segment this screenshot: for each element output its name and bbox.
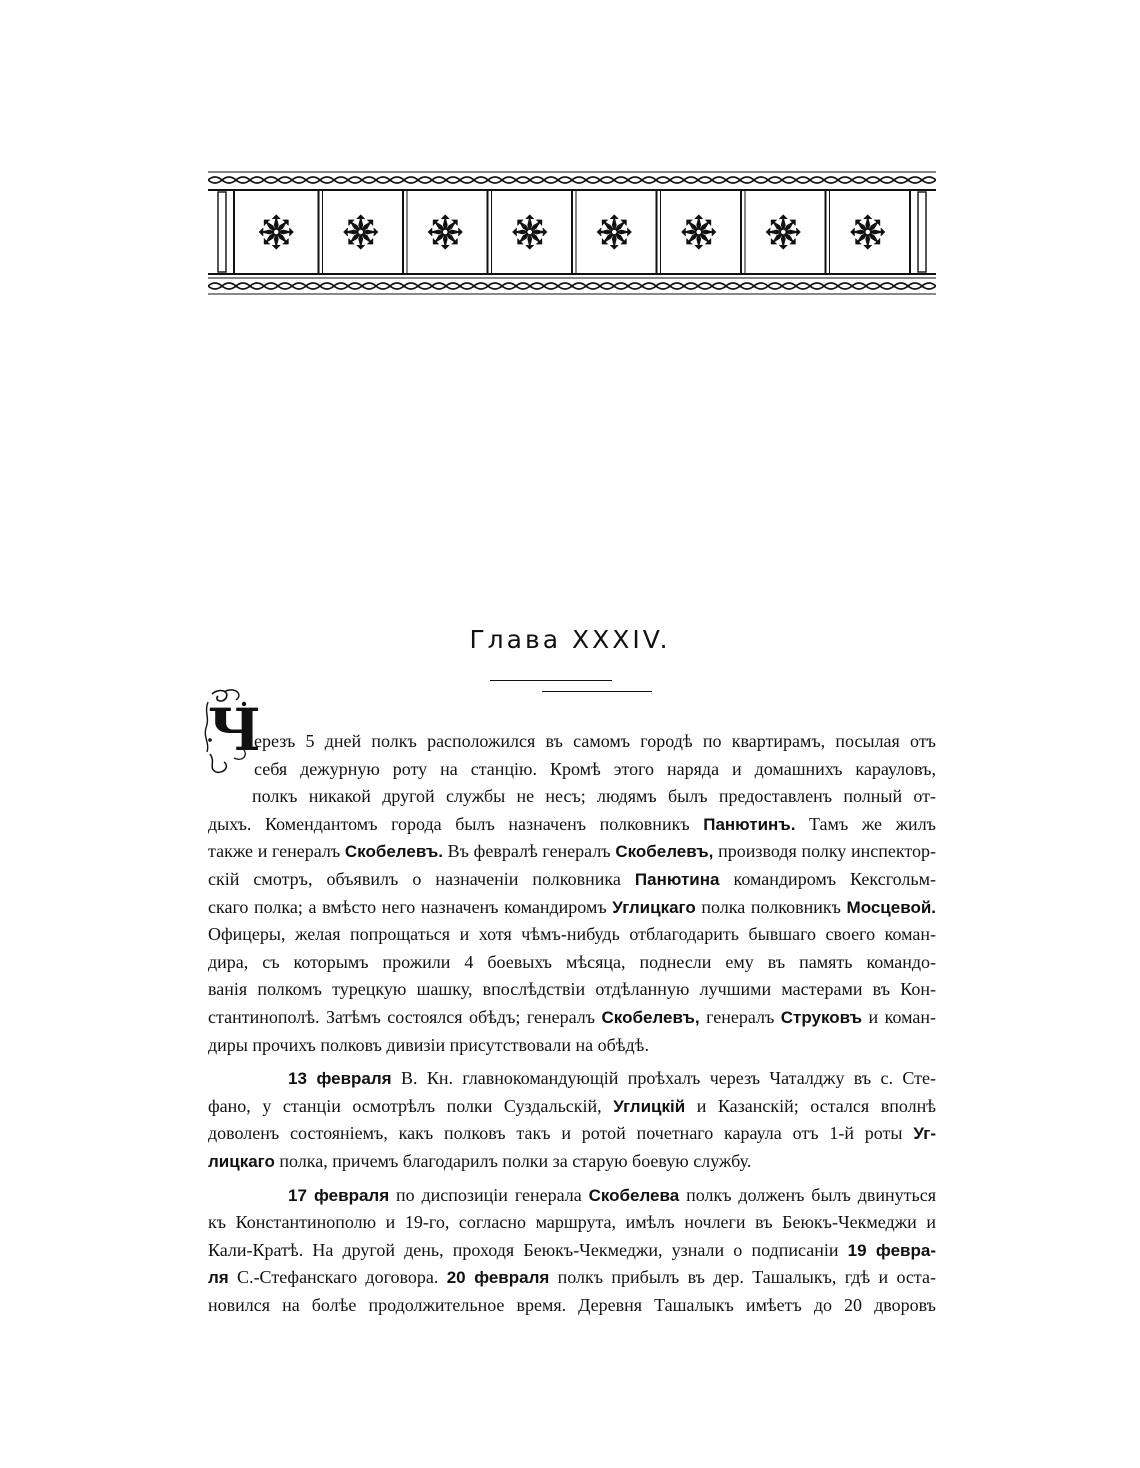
text-line <box>208 1209 936 1237</box>
emphasized-text: лицкаго <box>208 1151 275 1171</box>
emphasized-text: 20 февраля <box>446 1268 550 1288</box>
text-run: Офицеры, желая попрощаться и хотя чѣмъ-нибудь отблагодарить бывшаго своего коман- <box>208 924 936 945</box>
emphasized-text: Углицкій <box>613 1096 686 1116</box>
text-line <box>208 866 936 894</box>
emphasized-text: Панютинъ. <box>703 814 796 834</box>
rosette-center <box>696 229 702 235</box>
text-line <box>208 1182 936 1210</box>
text-run: и коман- <box>862 1006 936 1027</box>
rosette-icon <box>597 215 631 249</box>
body-text <box>208 728 936 1319</box>
rosette-icon <box>766 215 800 249</box>
ornamental-header-band <box>208 170 936 298</box>
ornament-frame <box>208 170 936 298</box>
text-run: фано, у станціи осмотрѣлъ полки Суздальскій, <box>208 1095 614 1116</box>
text-line <box>208 894 936 922</box>
text-run: дыхъ. Комендантомъ города былъ назначенъ полковникъ <box>208 813 704 834</box>
text-line <box>208 921 936 949</box>
rosette-center <box>780 229 786 235</box>
text-run: и Казанскій; остался вполнѣ <box>685 1095 936 1116</box>
chapter-title: Глава XXXIV. <box>469 625 671 654</box>
text-run: производя полку инспектор- <box>713 841 936 862</box>
rosette-icon <box>344 215 378 249</box>
text-line <box>208 811 936 839</box>
emphasized-text: Струковъ <box>780 1007 863 1027</box>
text-line <box>208 1264 936 1292</box>
text-line <box>208 1004 936 1032</box>
text-run: полкъ долженъ былъ двинуться <box>679 1184 936 1205</box>
text-run: по диспозиціи генерала <box>389 1184 589 1205</box>
text-line <box>208 1032 936 1060</box>
text-run: командиромъ Кексгольм- <box>719 868 936 889</box>
emphasized-text: Скобелевъ, <box>601 1007 700 1027</box>
text-run: скій смотръ, объявилъ о назначеніи полковника <box>208 868 635 889</box>
rosette-icon <box>428 215 462 249</box>
emphasized-text: Углицкаго <box>612 897 696 917</box>
text-run: ванія полкомъ турецкую шашку, впослѣдствіи отдѣланную лучшими мастерами въ Кон- <box>208 979 936 1000</box>
text-run: стантинополѣ. Затѣмъ состоялся обѣдъ; генералъ <box>208 1006 602 1027</box>
emphasized-text: Скобелева <box>588 1185 680 1205</box>
rosette-center <box>358 229 364 235</box>
text-run: полка полковникъ <box>695 896 847 917</box>
text-line <box>208 756 936 784</box>
text-line <box>208 949 936 977</box>
rosette-center <box>442 229 448 235</box>
text-run: къ Константинополю и 19-го, согласно маршрута, имѣлъ ночлеги въ Беюкъ-Чекмеджи и <box>208 1212 936 1233</box>
text-line <box>208 1148 936 1176</box>
text-run: Кали-Кратѣ. На другой день, проходя Беюкъ-Чекмеджи, узнали о подписаніи <box>208 1239 848 1260</box>
emphasized-text: Мосцевой. <box>846 897 936 917</box>
text-line <box>208 1093 936 1121</box>
text-line <box>208 1065 936 1093</box>
text-run: полкъ прибылъ въ дер. Ташалыкъ, гдѣ и оста- <box>549 1267 936 1288</box>
text-line <box>208 1292 936 1320</box>
bottom-braid-lower <box>208 286 936 289</box>
title-rule-lower <box>542 691 652 692</box>
text-line <box>208 1120 936 1148</box>
top-braid-lower <box>208 180 936 183</box>
text-run: диры прочихъ полковъ дивизіи присутствовали на обѣдѣ. <box>208 1034 649 1055</box>
text-run: Въ февралѣ генералъ <box>442 841 616 862</box>
rosette-icon <box>682 215 716 249</box>
text-line <box>208 783 936 811</box>
text-run: В. Кн. главнокомандующій проѣхалъ черезъ Чаталджу въ с. Сте- <box>391 1068 936 1089</box>
text-run: новился на болѣе продолжительное время. Деревня Ташалыкъ имѣетъ до 20 дворовъ <box>208 1294 936 1315</box>
text-run: С.-Стефанскаго договора. <box>228 1267 447 1288</box>
text-line <box>208 1237 936 1265</box>
rosette-icon <box>259 215 293 249</box>
rosette-icon <box>513 215 547 249</box>
emphasized-text: 13 февраля <box>288 1069 392 1089</box>
text-run: также и генералъ <box>208 841 345 862</box>
drop-cap-letter: Ч <box>208 696 261 764</box>
emphasized-text: Скобелевъ. <box>344 842 443 862</box>
emphasized-text: Уг- <box>913 1124 936 1144</box>
text-run: генералъ <box>699 1006 781 1027</box>
text-line <box>208 976 936 1004</box>
left-side-column <box>218 192 226 272</box>
text-run: полка, причемъ благодарилъ полки за старую боевую службу. <box>274 1150 752 1171</box>
text-run: полкъ никакой другой службы не несъ; людямъ былъ предоставленъ полный от- <box>252 786 936 807</box>
text-run: скаго полка; а вмѣсто него назначенъ командиромъ <box>208 896 613 917</box>
text-run: Тамъ же жилъ <box>795 813 936 834</box>
rosette-icon <box>851 215 885 249</box>
rosette-center <box>527 229 533 235</box>
text-line <box>208 728 936 756</box>
text-run: дира, съ которымъ прожили 4 боевыхъ мѣсяца, поднесли ему въ память командо- <box>208 951 936 972</box>
emphasized-text: Панютина <box>634 869 720 889</box>
rosette-center <box>611 229 617 235</box>
text-line <box>208 838 936 866</box>
emphasized-text: ля <box>208 1268 229 1288</box>
emphasized-text: Скобелевъ, <box>615 842 714 862</box>
emphasized-text: 19 февра- <box>847 1240 936 1260</box>
emphasized-text: 17 февраля <box>288 1185 390 1205</box>
text-run: доволенъ состояніемъ, какъ полковъ такъ и ротой почетнаго караула отъ 1-й роты <box>208 1123 914 1144</box>
text-run: себя дежурную роту на станцію. Кромѣ этого наряда и домашнихъ карауловъ, <box>254 758 936 779</box>
rosette-center <box>865 229 871 235</box>
right-side-column <box>918 192 926 272</box>
rosette-center <box>273 229 279 235</box>
text-run: ерезъ 5 дней полкъ расположился въ самомъ городѣ по квартирамъ, посылая отъ <box>254 731 936 751</box>
title-rule-upper <box>490 680 612 681</box>
